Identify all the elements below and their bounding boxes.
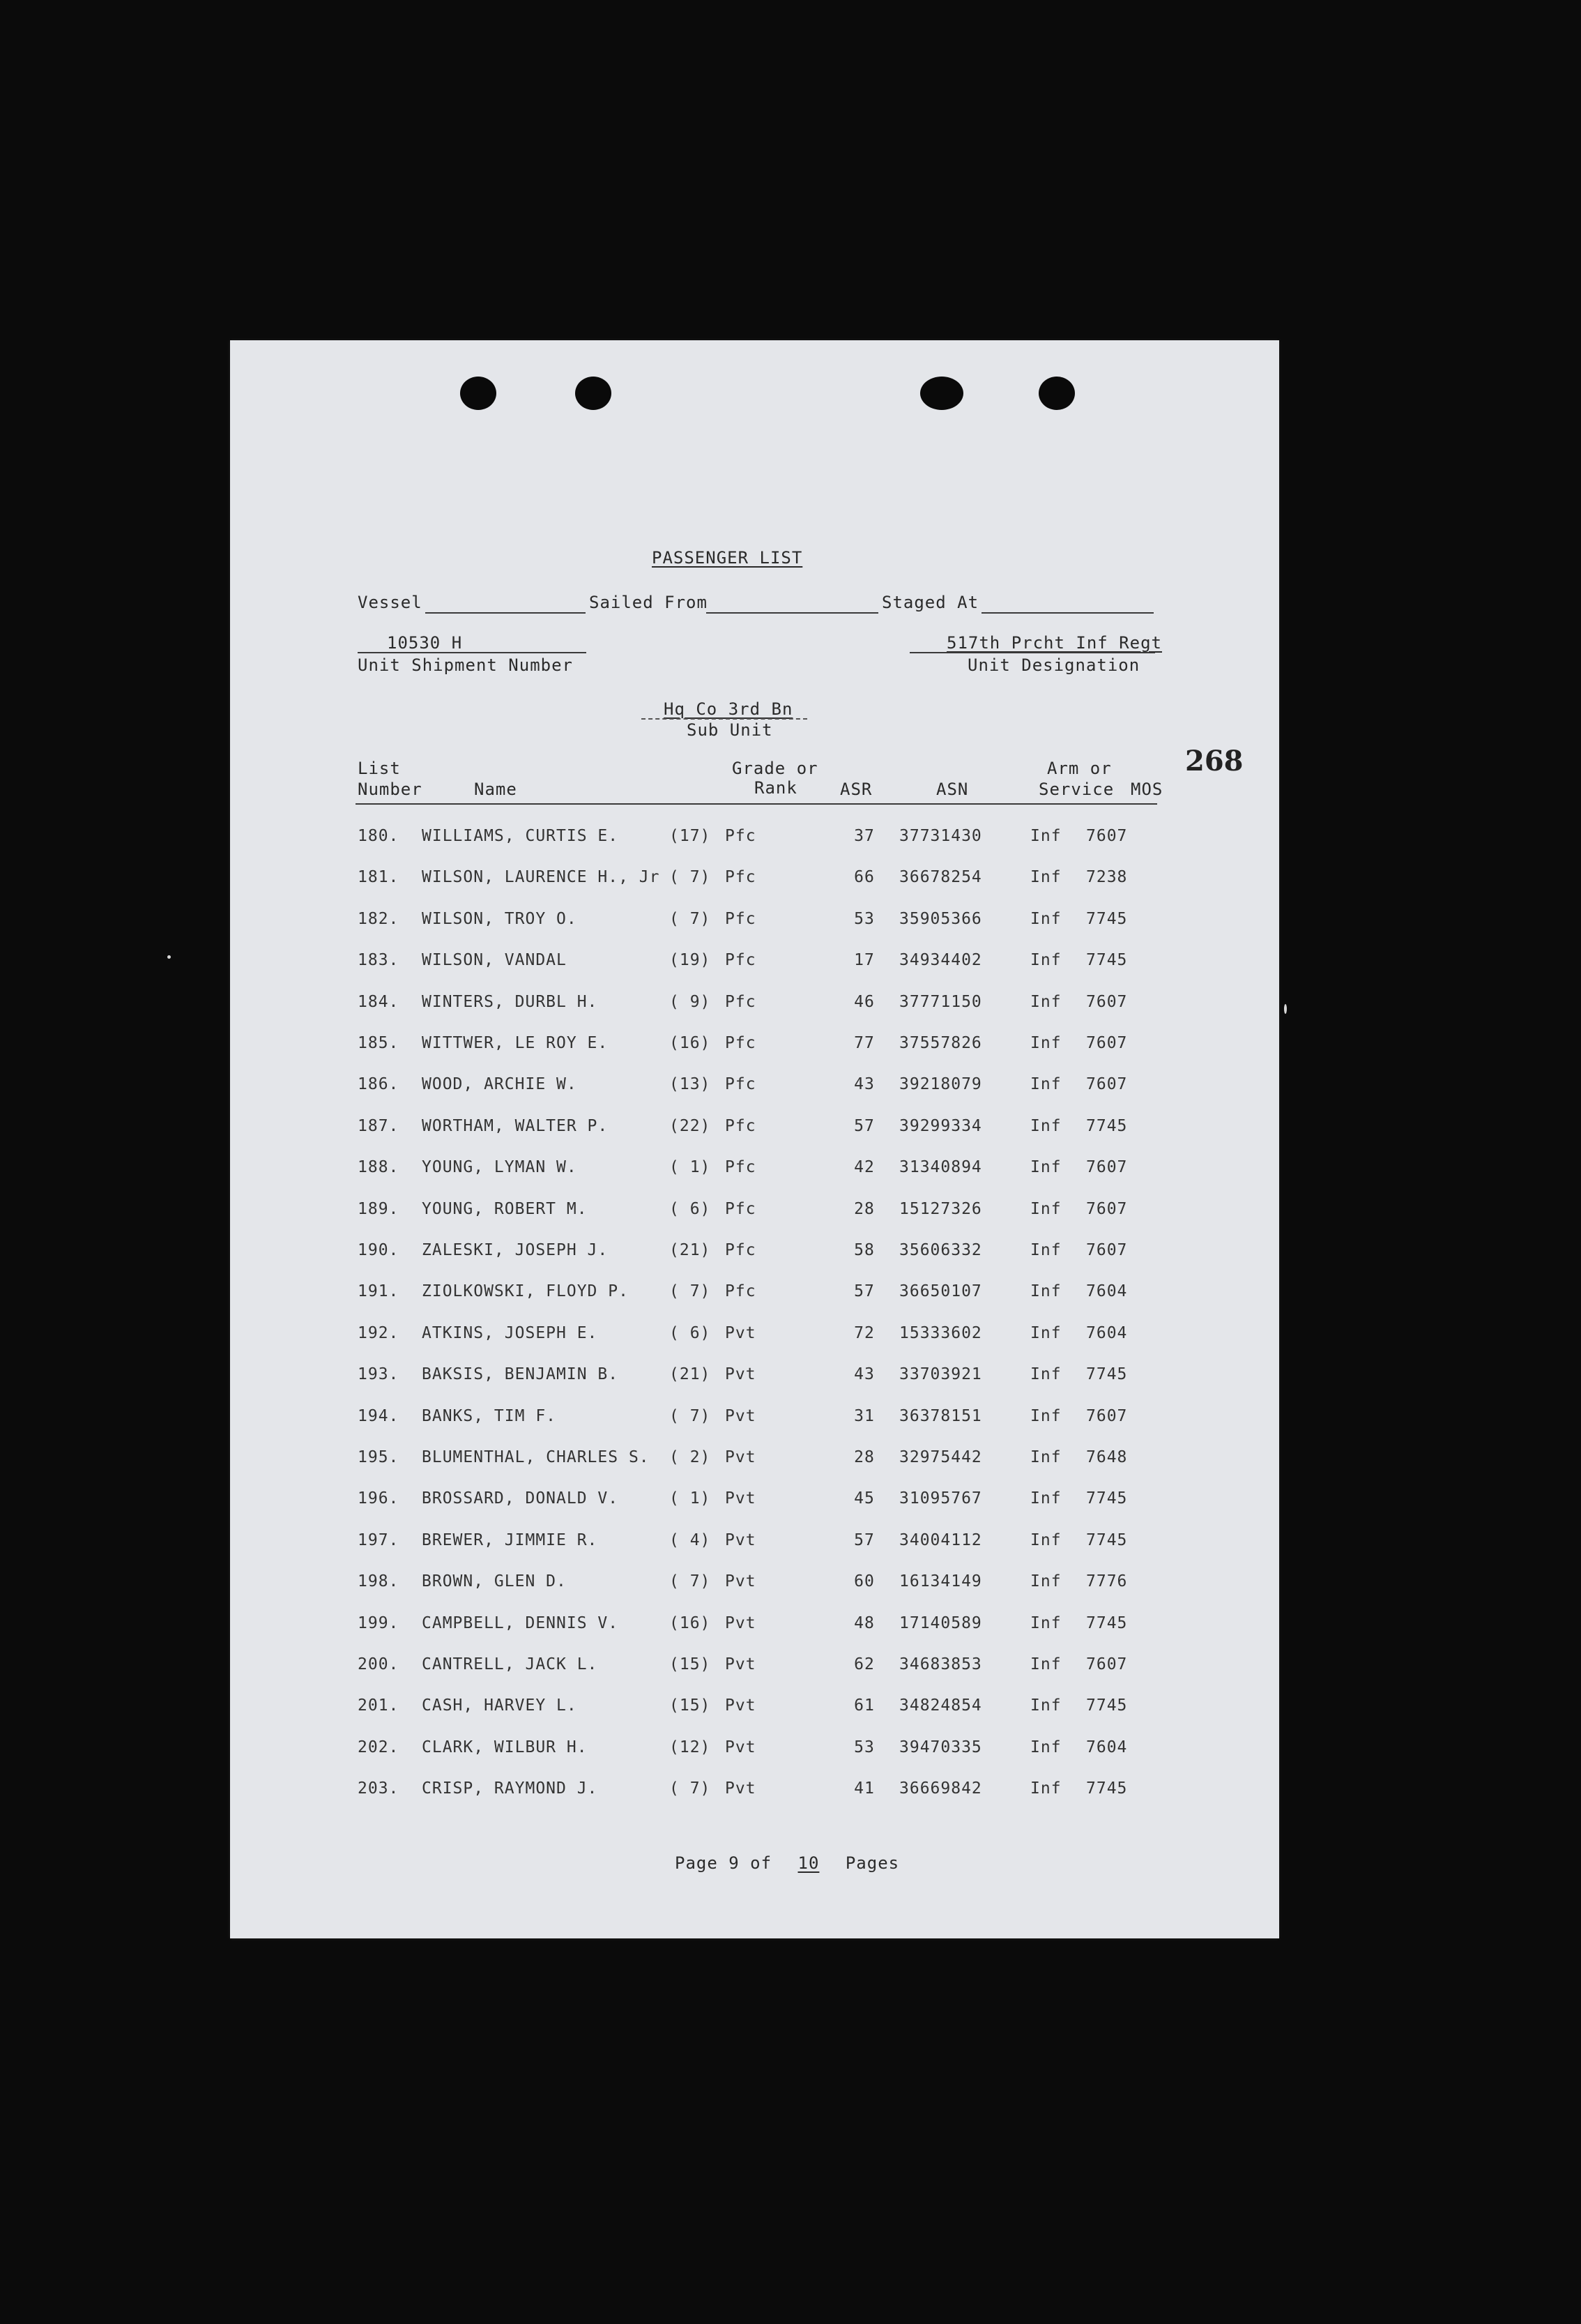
- grade: Pfc: [725, 1158, 756, 1177]
- mos-code: 7745: [1086, 1531, 1128, 1549]
- mos-code: 7607: [1086, 1034, 1128, 1052]
- passenger-name: WINTERS, DURBL H.: [422, 992, 598, 1011]
- mos-code: 7607: [1086, 1655, 1128, 1673]
- list-number: 182.: [358, 909, 399, 928]
- mos-code: 7745: [1086, 1365, 1128, 1384]
- document-title: PASSENGER LIST: [652, 548, 803, 568]
- arm-or-service: Inf: [1030, 1199, 1062, 1218]
- list-number: 202.: [358, 1738, 399, 1756]
- asr-score: 62: [854, 1655, 875, 1673]
- list-number: 192.: [358, 1323, 399, 1342]
- table-row: [230, 1531, 1279, 1559]
- mos-code: 7607: [1086, 992, 1128, 1011]
- asr-score: 43: [854, 1075, 875, 1094]
- army-serial-number: 17140589: [899, 1613, 982, 1632]
- mos-code: 7607: [1086, 1406, 1128, 1425]
- staged-at-line: [982, 612, 1154, 614]
- page-number-stamp: 268: [1185, 745, 1244, 777]
- list-number: 195.: [358, 1448, 399, 1466]
- mos-code: 7604: [1086, 1282, 1128, 1301]
- table-row: [230, 1365, 1279, 1393]
- mos-code: 7607: [1086, 1158, 1128, 1177]
- grade: Pvt: [725, 1696, 756, 1715]
- table-row: [230, 1117, 1279, 1145]
- mos-code: 7745: [1086, 1696, 1128, 1715]
- passenger-name: WILSON, VANDAL: [422, 951, 567, 970]
- arm-or-service: Inf: [1030, 1365, 1062, 1384]
- army-serial-number: 31095767: [899, 1489, 982, 1508]
- asr-score: 66: [854, 868, 875, 887]
- lot-number: (16): [669, 1034, 711, 1052]
- table-row: [230, 1158, 1279, 1186]
- lot-number: ( 1): [669, 1489, 711, 1508]
- grade: Pvt: [725, 1365, 756, 1384]
- col-asr-header: ASR: [840, 780, 873, 799]
- lot-number: (16): [669, 1613, 711, 1632]
- unit-designation-line: [910, 652, 1155, 653]
- grade: Pfc: [725, 1199, 756, 1218]
- army-serial-number: 31340894: [899, 1158, 982, 1177]
- arm-or-service: Inf: [1030, 1406, 1062, 1425]
- army-serial-number: 35905366: [899, 909, 982, 928]
- footer-page-total: 10: [797, 1853, 820, 1873]
- arm-or-service: Inf: [1030, 1116, 1062, 1135]
- table-row: [230, 910, 1279, 938]
- col-asn-header: ASN: [936, 780, 969, 799]
- army-serial-number: 35606332: [899, 1241, 982, 1259]
- list-number: 187.: [358, 1116, 399, 1135]
- grade: Pvt: [725, 1323, 756, 1342]
- army-serial-number: 39218079: [899, 1075, 982, 1094]
- lot-number: (15): [669, 1655, 711, 1673]
- lot-number: ( 9): [669, 992, 711, 1011]
- asr-score: 37: [854, 827, 875, 845]
- asr-score: 28: [854, 1448, 875, 1466]
- passenger-name: BAKSIS, BENJAMIN B.: [422, 1365, 619, 1384]
- asr-score: 77: [854, 1034, 875, 1052]
- background-speck: [167, 955, 171, 959]
- army-serial-number: 34934402: [899, 951, 982, 970]
- army-serial-number: 36669842: [899, 1779, 982, 1798]
- arm-or-service: Inf: [1030, 1779, 1062, 1798]
- col-list-number-line2: Number: [358, 780, 422, 799]
- lot-number: ( 1): [669, 1158, 711, 1177]
- mos-code: 7776: [1086, 1572, 1128, 1591]
- sailed-from-label: Sailed From: [589, 593, 708, 612]
- arm-or-service: Inf: [1030, 1282, 1062, 1301]
- punch-hole: [575, 377, 611, 410]
- table-row: [230, 1572, 1279, 1600]
- army-serial-number: 37731430: [899, 827, 982, 845]
- lot-number: (13): [669, 1075, 711, 1094]
- lot-number: (21): [669, 1241, 711, 1259]
- grade: Pvt: [725, 1448, 756, 1466]
- punch-hole: [1039, 377, 1075, 410]
- passenger-name: WILSON, LAURENCE H., Jr: [422, 868, 660, 887]
- passenger-name: YOUNG, LYMAN W.: [422, 1158, 577, 1177]
- sub-unit-line: [641, 718, 807, 720]
- lot-number: (22): [669, 1116, 711, 1135]
- table-row: [230, 1241, 1279, 1269]
- army-serial-number: 37557826: [899, 1034, 982, 1052]
- unit-shipment-number-value: 10530 H: [387, 633, 463, 653]
- list-number: 186.: [358, 1075, 399, 1094]
- passenger-name: WOOD, ARCHIE W.: [422, 1075, 577, 1094]
- asr-score: 31: [854, 1406, 875, 1425]
- list-number: 200.: [358, 1655, 399, 1673]
- arm-or-service: Inf: [1030, 1531, 1062, 1549]
- asr-score: 53: [854, 909, 875, 928]
- asr-score: 42: [854, 1158, 875, 1177]
- passenger-name: BROWN, GLEN D.: [422, 1572, 567, 1591]
- table-row: [230, 1324, 1279, 1352]
- arm-or-service: Inf: [1030, 1489, 1062, 1508]
- arm-or-service: Inf: [1030, 909, 1062, 928]
- grade: Pvt: [725, 1613, 756, 1632]
- passenger-name: WILSON, TROY O.: [422, 909, 577, 928]
- asr-score: 57: [854, 1116, 875, 1135]
- asr-score: 48: [854, 1613, 875, 1632]
- mos-code: 7745: [1086, 951, 1128, 970]
- list-number: 183.: [358, 951, 399, 970]
- army-serial-number: 15127326: [899, 1199, 982, 1218]
- staged-at-label: Staged At: [882, 593, 979, 612]
- lot-number: ( 7): [669, 909, 711, 928]
- unit-designation-value: 517th Prcht Inf Regt: [947, 633, 1162, 653]
- table-row: [230, 1407, 1279, 1435]
- mos-code: 7607: [1086, 1199, 1128, 1218]
- grade: Pvt: [725, 1406, 756, 1425]
- list-number: 184.: [358, 992, 399, 1011]
- arm-or-service: Inf: [1030, 1075, 1062, 1094]
- sailed-from-line: [706, 612, 878, 614]
- mos-code: 7745: [1086, 909, 1128, 928]
- vessel-label: Vessel: [358, 593, 422, 612]
- mos-code: 7745: [1086, 1489, 1128, 1508]
- passenger-name: BLUMENTHAL, CHARLES S.: [422, 1448, 650, 1466]
- passenger-name: CLARK, WILBUR H.: [422, 1738, 588, 1756]
- lot-number: ( 7): [669, 868, 711, 887]
- sub-unit-label: Sub Unit: [687, 720, 773, 740]
- asr-score: 60: [854, 1572, 875, 1591]
- arm-or-service: Inf: [1030, 1655, 1062, 1673]
- unit-designation-label: Unit Designation: [968, 655, 1140, 675]
- table-row: [230, 1034, 1279, 1062]
- list-number: 199.: [358, 1613, 399, 1632]
- army-serial-number: 36650107: [899, 1282, 982, 1301]
- passenger-name: WILLIAMS, CURTIS E.: [422, 827, 619, 845]
- table-row: [230, 1738, 1279, 1766]
- arm-or-service: Inf: [1030, 1034, 1062, 1052]
- col-mos-header: MOS: [1131, 780, 1163, 799]
- mos-code: 7607: [1086, 1075, 1128, 1094]
- army-serial-number: 39470335: [899, 1738, 982, 1756]
- lot-number: ( 6): [669, 1199, 711, 1218]
- passenger-list-page: [230, 340, 1279, 1938]
- list-number: 181.: [358, 868, 399, 887]
- passenger-name: WITTWER, LE ROY E.: [422, 1034, 609, 1052]
- arm-or-service: Inf: [1030, 992, 1062, 1011]
- grade: Pvt: [725, 1572, 756, 1591]
- mos-code: 7745: [1086, 1116, 1128, 1135]
- grade: Pvt: [725, 1779, 756, 1798]
- arm-or-service: Inf: [1030, 1241, 1062, 1259]
- grade: Pfc: [725, 827, 756, 845]
- passenger-name: CANTRELL, JACK L.: [422, 1655, 598, 1673]
- arm-or-service: Inf: [1030, 1448, 1062, 1466]
- army-serial-number: 33703921: [899, 1365, 982, 1384]
- grade: Pfc: [725, 1075, 756, 1094]
- asr-score: 53: [854, 1738, 875, 1756]
- footer-suffix: Pages: [845, 1853, 900, 1873]
- mos-code: 7745: [1086, 1613, 1128, 1632]
- arm-or-service: Inf: [1030, 1738, 1062, 1756]
- grade: Pvt: [725, 1531, 756, 1549]
- list-number: 201.: [358, 1696, 399, 1715]
- page-footer: [675, 1853, 899, 1873]
- table-row: [230, 827, 1279, 855]
- grade: Pfc: [725, 1241, 756, 1259]
- list-number: 198.: [358, 1572, 399, 1591]
- grade: Pfc: [725, 951, 756, 970]
- table-row: [230, 1696, 1279, 1724]
- asr-score: 46: [854, 992, 875, 1011]
- asr-score: 61: [854, 1696, 875, 1715]
- col-list-number-line1: List: [358, 759, 401, 778]
- arm-or-service: Inf: [1030, 868, 1062, 887]
- mos-code: 7604: [1086, 1323, 1128, 1342]
- mos-code: 7607: [1086, 1241, 1128, 1259]
- list-number: 193.: [358, 1365, 399, 1384]
- lot-number: ( 7): [669, 1282, 711, 1301]
- background-speck: [1284, 1004, 1287, 1014]
- table-row: [230, 1779, 1279, 1807]
- asr-score: 28: [854, 1199, 875, 1218]
- lot-number: (17): [669, 827, 711, 845]
- passenger-name: ZIOLKOWSKI, FLOYD P.: [422, 1282, 629, 1301]
- grade: Pvt: [725, 1738, 756, 1756]
- lot-number: ( 6): [669, 1323, 711, 1342]
- lot-number: (12): [669, 1738, 711, 1756]
- lot-number: ( 4): [669, 1531, 711, 1549]
- table-row: [230, 1489, 1279, 1517]
- arm-or-service: Inf: [1030, 1696, 1062, 1715]
- grade: Pfc: [725, 868, 756, 887]
- table-row: [230, 993, 1279, 1021]
- passenger-name: CAMPBELL, DENNIS V.: [422, 1613, 619, 1632]
- army-serial-number: 34824854: [899, 1696, 982, 1715]
- army-serial-number: 16134149: [899, 1572, 982, 1591]
- list-number: 194.: [358, 1406, 399, 1425]
- grade: Pfc: [725, 1116, 756, 1135]
- army-serial-number: 34004112: [899, 1531, 982, 1549]
- passenger-name: ATKINS, JOSEPH E.: [422, 1323, 598, 1342]
- mos-code: 7238: [1086, 868, 1128, 887]
- grade: Pvt: [725, 1655, 756, 1673]
- passenger-name: CRISP, RAYMOND J.: [422, 1779, 598, 1798]
- mos-code: 7745: [1086, 1779, 1128, 1798]
- army-serial-number: 15333602: [899, 1323, 982, 1342]
- table-row: [230, 951, 1279, 979]
- mos-code: 7648: [1086, 1448, 1128, 1466]
- table-row: [230, 1655, 1279, 1683]
- col-grade-line2: Rank: [754, 778, 797, 798]
- table-row: [230, 1200, 1279, 1228]
- lot-number: (19): [669, 951, 711, 970]
- passenger-name: BROSSARD, DONALD V.: [422, 1489, 619, 1508]
- passenger-name: ZALESKI, JOSEPH J.: [422, 1241, 609, 1259]
- passenger-name: BREWER, JIMMIE R.: [422, 1531, 598, 1549]
- army-serial-number: 32975442: [899, 1448, 982, 1466]
- grade: Pvt: [725, 1489, 756, 1508]
- army-serial-number: 37771150: [899, 992, 982, 1011]
- arm-or-service: Inf: [1030, 1158, 1062, 1177]
- vessel-line: [425, 612, 586, 614]
- asr-score: 57: [854, 1282, 875, 1301]
- footer-prefix: Page 9 of: [675, 1853, 772, 1873]
- asr-score: 45: [854, 1489, 875, 1508]
- table-row: [230, 868, 1279, 896]
- asr-score: 41: [854, 1779, 875, 1798]
- list-number: 188.: [358, 1158, 399, 1177]
- lot-number: ( 7): [669, 1572, 711, 1591]
- asr-score: 57: [854, 1531, 875, 1549]
- grade: Pfc: [725, 992, 756, 1011]
- lot-number: (15): [669, 1696, 711, 1715]
- table-row: [230, 1282, 1279, 1310]
- army-serial-number: 36678254: [899, 868, 982, 887]
- grade: Pfc: [725, 1034, 756, 1052]
- lot-number: ( 2): [669, 1448, 711, 1466]
- list-number: 185.: [358, 1034, 399, 1052]
- asr-score: 58: [854, 1241, 875, 1259]
- list-number: 189.: [358, 1199, 399, 1218]
- arm-or-service: Inf: [1030, 1323, 1062, 1342]
- army-serial-number: 34683853: [899, 1655, 982, 1673]
- army-serial-number: 36378151: [899, 1406, 982, 1425]
- passenger-name: BANKS, TIM F.: [422, 1406, 557, 1425]
- arm-or-service: Inf: [1030, 951, 1062, 970]
- list-number: 190.: [358, 1241, 399, 1259]
- mos-code: 7607: [1086, 827, 1128, 845]
- lot-number: (21): [669, 1365, 711, 1384]
- mos-code: 7604: [1086, 1738, 1128, 1756]
- asr-score: 43: [854, 1365, 875, 1384]
- passenger-name: YOUNG, ROBERT M.: [422, 1199, 588, 1218]
- list-number: 180.: [358, 827, 399, 845]
- grade: Pfc: [725, 909, 756, 928]
- asr-score: 17: [854, 951, 875, 970]
- list-number: 191.: [358, 1282, 399, 1301]
- unit-shipment-number-label: Unit Shipment Number: [358, 655, 573, 675]
- punch-hole: [920, 377, 963, 410]
- col-arm-line1: Arm or: [1047, 759, 1112, 778]
- passenger-name: WORTHAM, WALTER P.: [422, 1116, 609, 1135]
- unit-shipment-number-line: [358, 652, 586, 653]
- list-number: 196.: [358, 1489, 399, 1508]
- army-serial-number: 39299334: [899, 1116, 982, 1135]
- col-arm-line2: Service: [1039, 780, 1115, 799]
- grade: Pfc: [725, 1282, 756, 1301]
- arm-or-service: Inf: [1030, 1572, 1062, 1591]
- passenger-name: CASH, HARVEY L.: [422, 1696, 577, 1715]
- list-number: 197.: [358, 1531, 399, 1549]
- table-row: [230, 1075, 1279, 1103]
- list-number: 203.: [358, 1779, 399, 1798]
- header-underline: [356, 803, 1157, 805]
- table-row: [230, 1448, 1279, 1476]
- arm-or-service: Inf: [1030, 827, 1062, 845]
- col-grade-line1: Grade or: [732, 759, 818, 778]
- sub-unit-value: Hq Co 3rd Bn: [664, 699, 793, 719]
- asr-score: 72: [854, 1323, 875, 1342]
- punch-hole: [460, 377, 496, 410]
- table-row: [230, 1614, 1279, 1642]
- lot-number: ( 7): [669, 1779, 711, 1798]
- lot-number: ( 7): [669, 1406, 711, 1425]
- col-name-header: Name: [474, 780, 517, 799]
- arm-or-service: Inf: [1030, 1613, 1062, 1632]
